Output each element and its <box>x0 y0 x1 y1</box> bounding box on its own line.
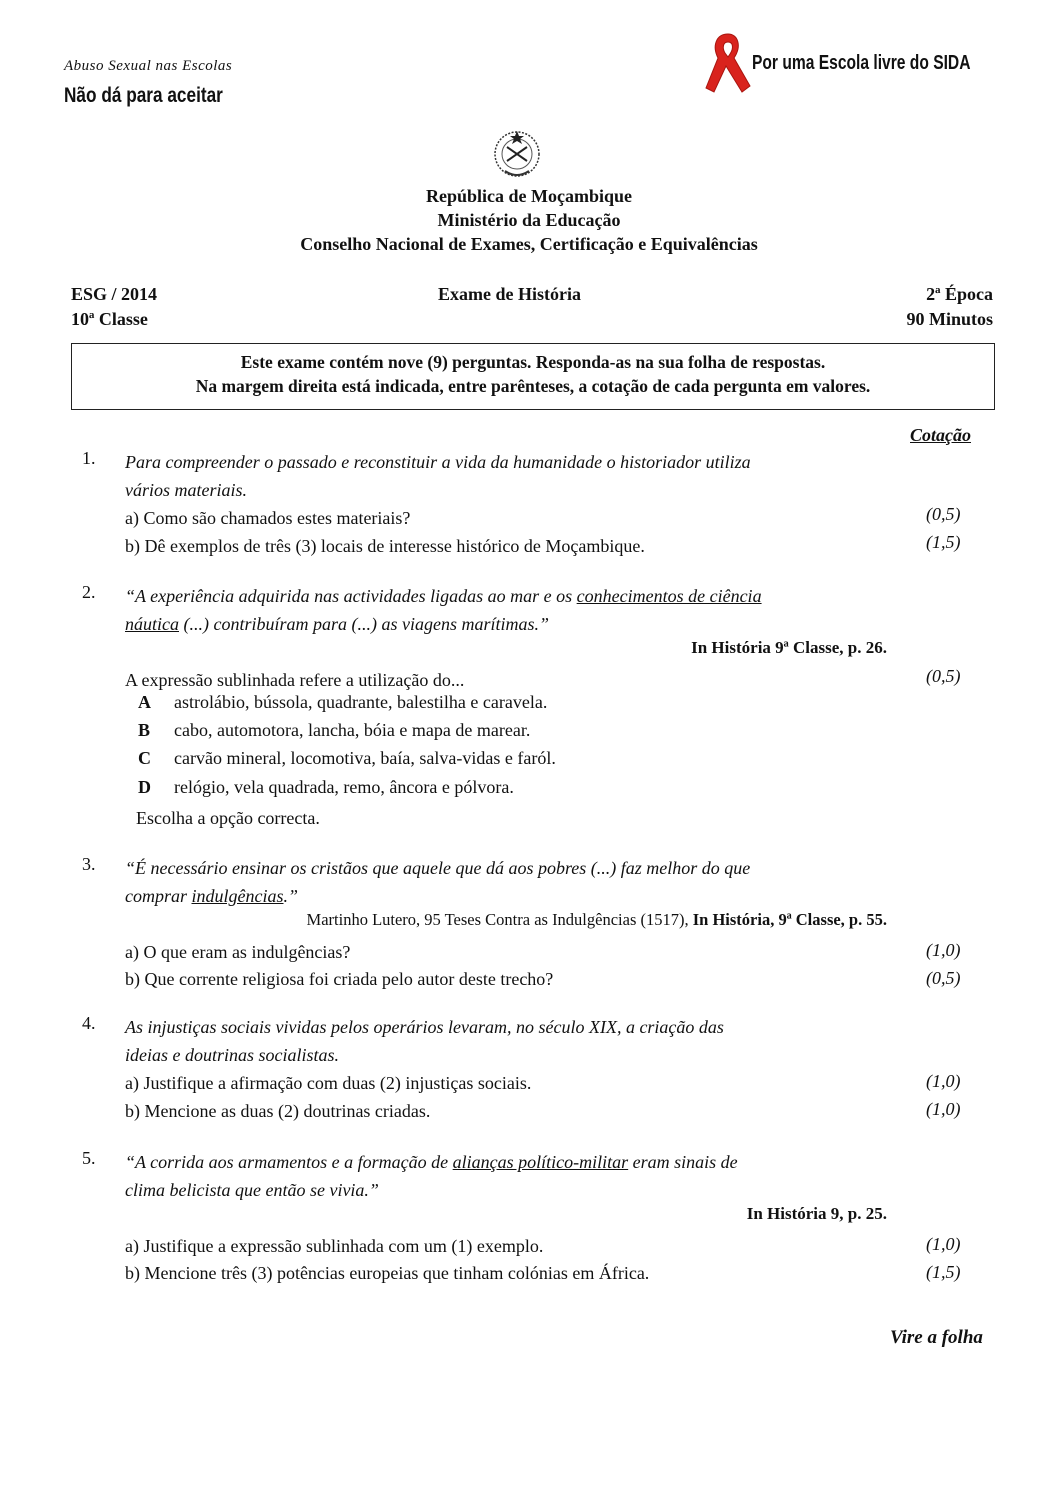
mozambique-emblem-icon <box>489 127 545 183</box>
question-number: 2. <box>82 582 96 602</box>
score: (1,0) <box>926 1099 961 1119</box>
question-part-a: a) Justifique a expressão sublinhada com um (1) exemplo. <box>125 1236 544 1256</box>
score: (1,5) <box>926 1262 961 1282</box>
question-part-b: b) Dê exemplos de três (3) locais de interesse histórico de Moçambique. <box>125 536 645 556</box>
score: (0,5) <box>926 504 961 524</box>
question-stem: comprar indulgências.” <box>125 886 299 906</box>
score: (0,5) <box>926 968 961 988</box>
question-number: 1. <box>82 448 96 468</box>
underlined-expression: conhecimentos de ciência <box>576 586 762 606</box>
exam-grade: 10ª Classe <box>71 309 148 329</box>
question-stem: “A experiência adquirida nas actividades ligadas ao mar e os conhecimentos de ciência <box>125 586 762 606</box>
option-letter-b: B <box>138 720 151 740</box>
question-stem: ideias e doutrinas socialistas. <box>125 1045 340 1065</box>
underlined-expression: indulgências <box>191 886 284 906</box>
option-d: relógio, vela quadrada, remo, âncora e pólvora. <box>174 777 514 797</box>
exam-title: Exame de História <box>438 284 581 304</box>
question-number: 3. <box>82 854 96 874</box>
question-number: 4. <box>82 1013 96 1033</box>
option-letter-d: D <box>138 777 151 797</box>
exam-duration: 90 Minutos <box>906 309 993 329</box>
question-prompt: A expressão sublinhada refere a utilização do... <box>125 670 465 690</box>
score: (1,0) <box>926 1071 961 1091</box>
option-letter-a: A <box>138 692 151 712</box>
cotacao-header: Cotação <box>910 425 971 445</box>
citation-source: In História 9, p. 25. <box>746 1204 887 1223</box>
score: (1,0) <box>926 940 961 960</box>
country-heading: República de Moçambique <box>425 186 632 206</box>
question-part-b: b) Que corrente religiosa foi criada pelo autor deste trecho? <box>125 969 554 989</box>
exam-session: 2ª Época <box>926 284 993 304</box>
option-a: astrolábio, bússola, quadrante, balestilha e caravela. <box>174 692 548 712</box>
question-part-a: a) O que eram as indulgências? <box>125 942 351 962</box>
instructions-line-1: Este exame contém nove (9) perguntas. Responda-as na sua folha de respostas. <box>240 352 826 372</box>
ministry-heading: Ministério da Educação <box>437 210 621 230</box>
underlined-expression: alianças político-militar <box>452 1152 629 1172</box>
campaign-subtitle: Abuso Sexual nas Escolas <box>64 58 233 74</box>
question-stem: “É necessário ensinar os cristãos que aquele que dá aos pobres (...) faz melhor do que <box>125 858 751 878</box>
option-b: cabo, automotora, lancha, bóia e mapa de marear. <box>174 720 531 740</box>
council-heading: Conselho Nacional de Exames, Certificação e Equivalências <box>300 234 758 254</box>
question-part-a: a) Como são chamados estes materiais? <box>125 508 411 528</box>
question-part-a: a) Justifique a afirmação com duas (2) injustiças sociais. <box>125 1073 532 1093</box>
question-stem: clima belicista que então se vivia.” <box>125 1180 379 1200</box>
question-stem: As injustiças sociais vividas pelos operários levaram, no século XIX, a criação das <box>125 1017 724 1037</box>
turn-page-note: Vire a folha <box>890 1327 983 1348</box>
question-part-b: b) Mencione as duas (2) doutrinas criadas. <box>125 1101 431 1121</box>
question-stem: náutica (...) contribuíram para (...) as viagens marítimas.” <box>125 614 549 634</box>
question-number: 5. <box>82 1148 96 1168</box>
option-c: carvão mineral, locomotiva, baía, salva-vidas e faról. <box>174 748 556 768</box>
underlined-expression: náutica <box>125 614 179 634</box>
citation-source: Martinho Lutero, 95 Teses Contra as Indulgências (1517), In História, 9ª Classe, p. 55. <box>306 910 887 929</box>
question-stem: “A corrida aos armamentos e a formação de alianças político-militar eram sinais de <box>125 1152 738 1172</box>
campaign-title: Não dá para aceitar <box>64 84 223 107</box>
question-part-b: b) Mencione três (3) potências europeias que tinham colónias em África. <box>125 1263 650 1283</box>
sida-slogan: Por uma Escola livre do SIDA <box>752 52 971 74</box>
instructions-line-2: Na margem direita está indicada, entre parênteses, a cotação de cada pergunta em valores. <box>195 376 871 396</box>
instructions-box <box>71 343 995 410</box>
score: (1,0) <box>926 1234 961 1254</box>
choose-instruction: Escolha a opção correcta. <box>136 808 320 828</box>
score: (1,5) <box>926 532 961 552</box>
question-stem: vários materiais. <box>125 480 248 500</box>
option-letter-c: C <box>138 748 151 768</box>
citation-source: In História 9ª Classe, p. 26. <box>691 638 887 657</box>
exam-code: ESG / 2014 <box>71 284 158 304</box>
score: (0,5) <box>926 666 961 686</box>
aids-ribbon-icon <box>698 30 758 96</box>
question-stem: Para compreender o passado e reconstituir a vida da humanidade o historiador utiliza <box>125 452 751 472</box>
